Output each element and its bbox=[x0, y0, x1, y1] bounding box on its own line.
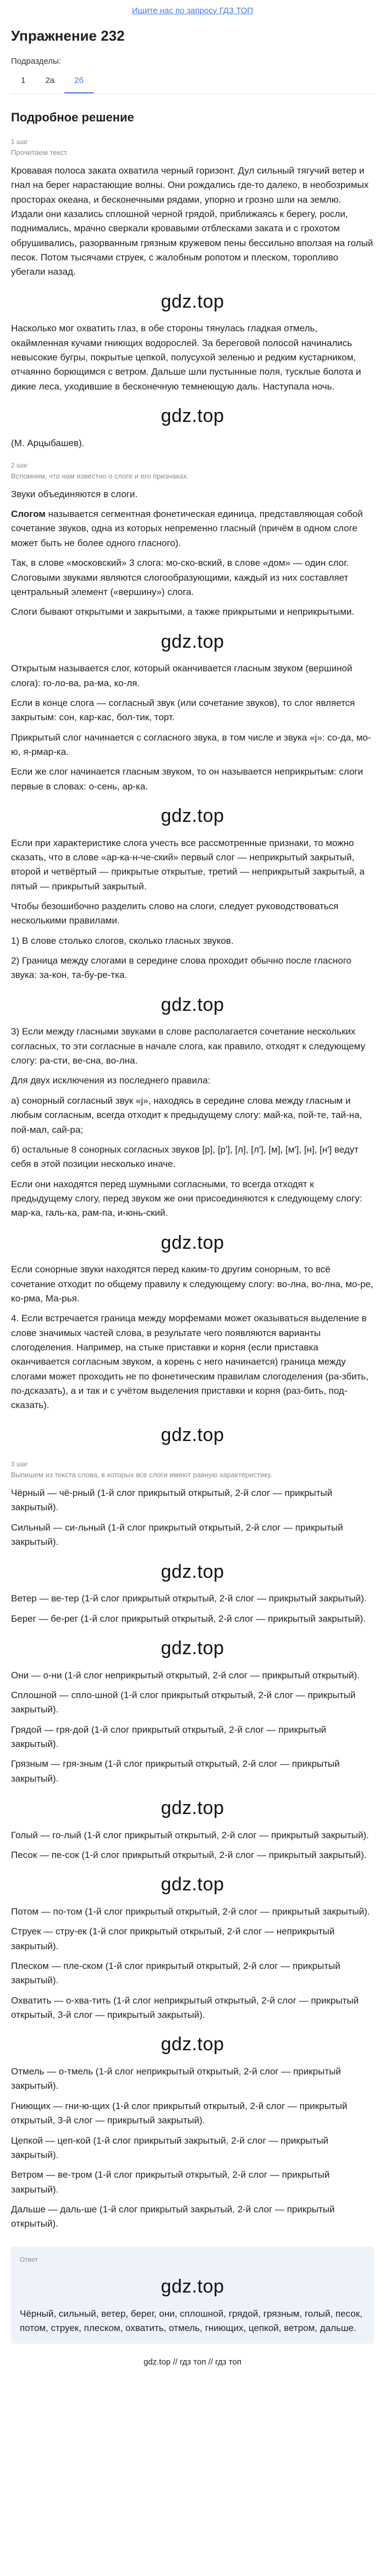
watermark: gdz.top bbox=[161, 1232, 224, 1253]
answer-label: Ответ bbox=[20, 2255, 38, 2263]
watermark: gdz.top bbox=[161, 631, 224, 652]
watermark: gdz.top bbox=[161, 291, 224, 312]
watermark: gdz.top bbox=[161, 805, 224, 826]
theory-paragraph: Открытым называется слог, который оканчивается гласным звуком (вершиной слога): го-ло-ва, ра-ма, ко-ля. bbox=[11, 663, 353, 688]
word-analysis: Охватить — о-хва-тить (1-й слог неприкрытый открытый, 2-й слог — прикрытый открытый, 3-й слог — прикрытый закрытый). bbox=[11, 1995, 359, 2021]
watermark: gdz.top bbox=[161, 1561, 224, 1582]
subsection-tabs bbox=[11, 72, 374, 94]
theory-paragraph: Если в конце слога — согласный звук (или сочетание звуков), то слог является закрытым: сон, кар-кас, бол-тик, торт. bbox=[11, 697, 355, 723]
word-analysis: Дальше — даль-ше (1-й слог прикрытый закрытый, 2-й слог — прикрытый открытый). bbox=[11, 2204, 335, 2229]
word-analysis: Ветром — ве-тром (1-й слог прикрытый открытый, 2-й слог — прикрытый закрытый). bbox=[11, 2169, 330, 2195]
word-analysis: Гниющих — гни-ю-щих (1-й слог прикрытый открытый, 2-й слог — прикрытый открытый, 3-й слог — прикрытый закрытый). bbox=[11, 2100, 348, 2126]
word-analysis: Грядой — гря-дой (1-й слог прикрытый открытый, 2-й слог — прикрытый закрытый). bbox=[11, 1724, 327, 1749]
term-definition: называется сегментная фонетическая единица, представляющая собой сочетание звуков, одна из которых непременно гласный (причём в одном слоге может быть не более одного гласного). bbox=[11, 509, 363, 548]
theory-paragraph: Если же слог начинается гласным звуком, то он называется неприкрытым: слоги первые в словах: о-сень, ар-ка. bbox=[11, 766, 364, 792]
theory-paragraph: Так, в слове «московский» 3 слога: мо-ско-вский, в слове «дом» — один слог. Слоговыми звуками являются слогообразующими, каждый из них составляет центральный элемент («вершину») слога. bbox=[11, 558, 349, 597]
word-analysis: Берег — бе-рег (1-й слог прикрытый открытый, 2-й слог — прикрытый закрытый). bbox=[11, 1613, 366, 1624]
theory-paragraph: Если при характеристике слога учесть все рассмотренные признаки, то можно сказать, что в слове «ар-ка-н-че-ский» первый слог — неприкрытый закрытый, второй и четвёртый — прикрытые открытые, третий — неприкрытый закрытый, а пятый — прикрытый закрытый. bbox=[11, 837, 365, 892]
word-analysis: Отмель — о-тмель (1-й слог неприкрытый открытый, 2-й слог — прикрытый закрытый). bbox=[11, 2066, 341, 2091]
answer-box bbox=[11, 2247, 374, 2344]
step-number: 1 шаг bbox=[11, 138, 28, 146]
word-analysis: Песок — пе-сок (1-й слог прикрытый открытый, 2-й слог — прикрытый закрытый). bbox=[11, 1850, 367, 1860]
step-1 bbox=[11, 137, 374, 450]
footer-links[interactable]: gdz.top // гдз топ // гдз топ bbox=[143, 2357, 242, 2367]
theory-paragraph: 2) Граница между слогами в середине слова проходит обычно после гласного звука: за-кон, та-бу-ре-тка. bbox=[11, 955, 351, 981]
watermark: gdz.top bbox=[161, 2034, 224, 2055]
step-number: 3 шаг bbox=[11, 1460, 28, 1468]
theory-paragraph: а) сонорный согласный звук «j», находясь в середине слова между гласным и любым согласным, всегда отходит к предыдущему слогу: май-ка, пой-те, тай-на, пой-мал, сай-ра; bbox=[11, 1095, 362, 1135]
word-analysis: Цепкой — цеп-кой (1-й слог прикрытый закрытый, 2-й слог — прикрытый закрытый). bbox=[11, 2135, 329, 2160]
solution-title: Подробное решение bbox=[11, 110, 134, 125]
tab-2a[interactable]: 2а bbox=[45, 75, 55, 85]
word-analysis: Сильный — си-льный (1-й слог прикрытый открытый, 2-й слог — прикрытый закрытый). bbox=[11, 1522, 343, 1548]
step-description: Вспомним, что нам известно о слоге и его признаках. bbox=[11, 471, 189, 480]
tab-1[interactable]: 1 bbox=[21, 75, 26, 85]
watermark: gdz.top bbox=[161, 1424, 224, 1445]
text-author: (М. Арцыбашев). bbox=[11, 437, 85, 448]
step-description: Выпишем из текста слова, в которых все слоги имеют равную характеристику. bbox=[11, 1470, 272, 1479]
word-analysis: Плеском — пле-ском (1-й слог прикрытый открытый, 2-й слог — прикрытый закрытый). bbox=[11, 1961, 340, 1986]
step-3 bbox=[11, 1459, 374, 2231]
word-analysis: Чёрный — чё-рный (1-й слог прикрытый открытый, 2-й слог — прикрытый закрытый). bbox=[11, 1488, 333, 1513]
watermark: gdz.top bbox=[161, 1637, 224, 1659]
term-bold: Слогом bbox=[11, 509, 46, 520]
subsections-label: Подразделы: bbox=[11, 56, 61, 66]
theory-paragraph: 3) Если между гласными звуками в слове располагается сочетание нескольких согласных, то эти согласные в начале слога, как правило, отходят к следующему слогу: ра-сти, ве-сна, во-лна. bbox=[11, 1026, 365, 1066]
exercise-title: Упражнение 232 bbox=[11, 27, 125, 44]
step-description: Прочитаем текст. bbox=[11, 148, 68, 157]
watermark: gdz.top bbox=[161, 1797, 224, 1818]
step-number: 2 шаг bbox=[11, 461, 28, 470]
word-analysis: Струек — стру-ек (1-й слог прикрытый открытый, 2-й слог — неприкрытый закрытый). bbox=[11, 1926, 335, 1951]
theory-paragraph: Звуки объединяются в слоги. bbox=[11, 488, 138, 499]
theory-paragraph: Слоги бывают открытыми и закрытыми, а также прикрытыми и неприкрытыми. bbox=[11, 607, 355, 617]
watermark: gdz.top bbox=[161, 2276, 224, 2297]
theory-paragraph: Прикрытый слог начинается с согласного звука, в том числе и звука «j»: со-да, мо-ю, я-рмар-ка. bbox=[11, 732, 371, 757]
step-2 bbox=[11, 460, 374, 1449]
word-analysis: Грязным — гря-зным (1-й слог прикрытый открытый, 2-й слог — прикрытый закрытый). bbox=[11, 1759, 340, 1784]
theory-paragraph: Если сонорные звуки находятся перед каким-то другим сонорным, то всё сочетание отходит по общему правилу к следующему слогу: во-лна, во-лна, мо-ре, ко-рма, Ма-рья. bbox=[11, 1264, 373, 1304]
watermark: gdz.top bbox=[161, 994, 224, 1015]
theory-paragraph: 1) В слове столько слогов, сколько гласных звуков. bbox=[11, 935, 234, 946]
word-analysis: Они — о-ни (1-й слог неприкрытый открытый, 2-й слог — прикрытый открытый). bbox=[11, 1670, 360, 1681]
theory-paragraph: Если они находятся перед шумными согласными, то всегда отходят к предыдущему слогу, перед звуком же они присоединяются к следующему слогу: мар-ка, галь-ка, рам-па, и-юнь-ский. bbox=[11, 1178, 362, 1219]
tab-2b[interactable]: 2б bbox=[64, 72, 94, 93]
answer-text: Чёрный, сильный, ветер, берег, они, сплошной, грядой, грязным, голый, песок, потом, струек, плеском, охватить, отмель, гниющих, цепкой, ветром, дальше. bbox=[20, 2308, 362, 2334]
theory-paragraph: б) остальные 8 сонорных согласных звуков [р], [р'], [л], [л'], [м], [м'], [н], [н'] ведут себя в этой позиции несколько иначе. bbox=[11, 1144, 359, 1170]
theory-paragraph: Чтобы безошибочно разделить слово на слоги, следует руководствоваться несколькими правилами. bbox=[11, 901, 339, 926]
theory-paragraph: Для двух исключения из последнего правила: bbox=[11, 1075, 211, 1086]
theory-paragraph bbox=[11, 507, 374, 550]
watermark: gdz.top bbox=[161, 405, 224, 427]
word-analysis: Потом — по-том (1-й слог прикрытый открытый, 2-й слог — прикрытый закрытый). bbox=[11, 1906, 370, 1917]
word-analysis: Ветер — ве-тер (1-й слог прикрытый открытый, 2-й слог — прикрытый закрытый). bbox=[11, 1593, 367, 1604]
word-analysis: Сплошной — спло-шной (1-й слог прикрытый открытый, 2-й слог — прикрытый закрытый). bbox=[11, 1689, 356, 1715]
text-paragraph: Насколько мог охватить глаз, в обе стороны тянулась гладкая отмель, окаймленная кучами гниющих водорослей. За береговой полосой начинались невысокие бугры, покрытые цепкой, полусухой зеленью и редким кустарником, отчаянно борющимся с ветром. Дальше шли пустынные поля, тусклые болота и дикие леса, уходившие в бесконечную темнеющую даль. Наступала ночь. bbox=[11, 323, 361, 392]
search-hint-link[interactable]: Ищите нас по запросу ГДЗ ТОП bbox=[131, 6, 254, 15]
theory-paragraph: 4. Если встречается граница между морфемами может оказываться выделение в слове значимых частей слова, в результате чего появляются варианты слогоделения. Например, на стыке приставки и корня (если приставка оканчивается согласным звуком, а корень с него начинается) граница между слогами может проходить не по фонетическим правилам слогоделения (ра-збить, по-дсказать), а и так и с учётом выделения приставки и корня (раз-бить, под-сказать). bbox=[11, 1313, 369, 1411]
word-analysis: Голый — го-лый (1-й слог прикрытый открытый, 2-й слог — прикрытый закрытый). bbox=[11, 1829, 369, 1840]
text-paragraph: Кровавая полоса заката охватила черный горизонт. Дул сильный тягучий ветер и гнал на берег нарастающие волны. Они рождались где-то далеко, в необозримых просторах океана, и бесконечными рядами, упорно и грозно шли на землю. Издали они казались сплошной черной грядой, приближаясь к берегу, росли, поднимались, мрачно сверкали кровавыми отблесками заката и с грохотом обрушивались, разорванным грязным кружевом пены бессильно вползая на голый песок. Потом тысячами струек, с жалобным ропотом и плеском, торопливо убегали назад. bbox=[11, 165, 373, 277]
watermark: gdz.top bbox=[161, 1874, 224, 1895]
